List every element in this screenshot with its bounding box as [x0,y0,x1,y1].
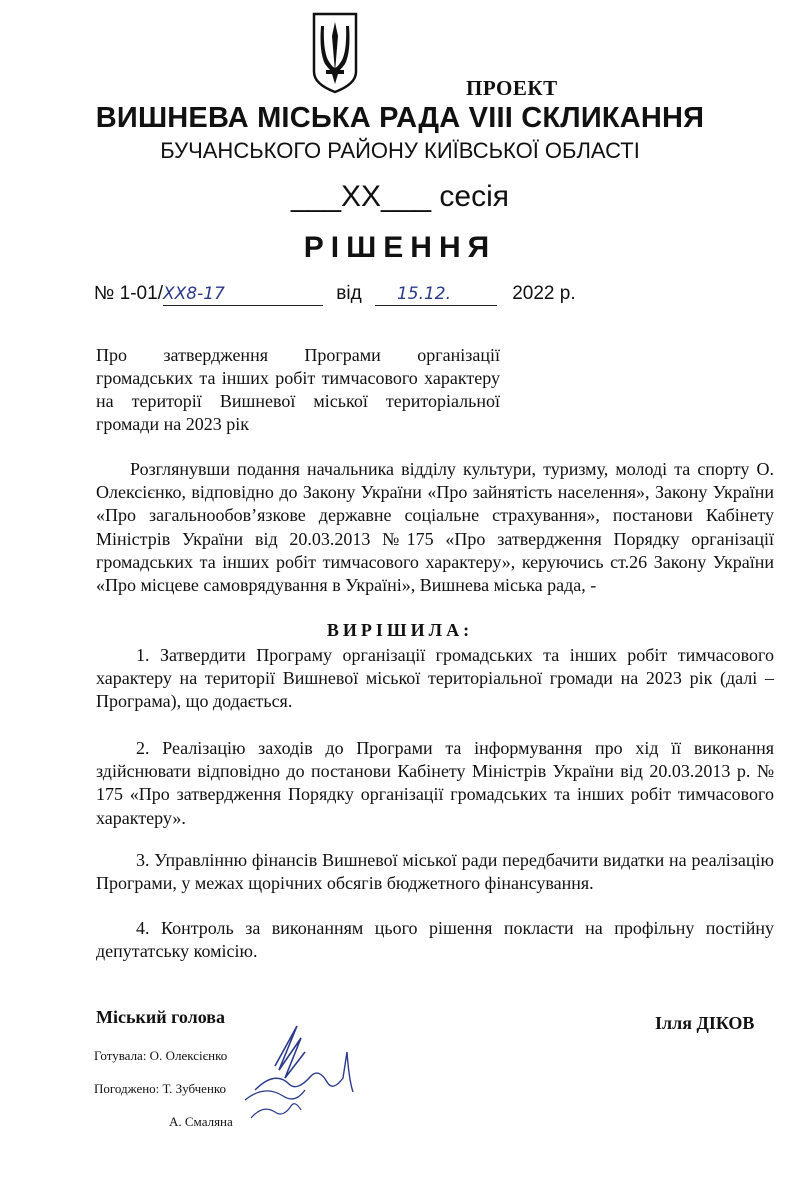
trident-coat-of-arms-icon [311,12,359,94]
number-prefix: № 1-01/ [94,283,163,304]
mayor-name: Ілля ДІКОВ [655,1013,755,1033]
prepared-by: Готувала: О. Олексієнко [94,1048,228,1063]
agreed-by-second: А. Смаляна [169,1114,233,1129]
handwritten-signature [235,1018,365,1128]
year: 2022 р. [512,283,576,304]
session-line: ___ХХ___ сесія [290,180,510,213]
subject-heading: Про затвердження Програми організації громадських та інших робіт тимчасового характеру на території Вишневої міської територіальної громади на 2023 рік [96,345,500,434]
number-date-line [94,283,576,306]
preamble-paragraph: Розглянувши подання начальника відділу культури, туризму, молоді та спорту О. Олексієнко, відповідно до Закону України «Про зайнятість населення», Закону України «Про загальнообов’язкове державне соціальне страхування», постанови Кабінету Міністрів України від 20.03.2013 №175 «Про затвердження Порядку організації громадських та інших робіт тимчасового характеру», керуючись ст.26 Закону України «Про місцеве самоврядування в Україні», Вишнева міська рада, - [96,459,774,596]
handwritten-date: 15.12. [396,284,452,304]
decision-item-2: 2. Реалізацію заходів до Програми та інформування про хід її виконання здійснювати відповідно до постанови Кабінету Міністрів України від 20.03.2013 р. № 175 «Про затвердження Порядку організації громадських та інших робіт тимчасового характеру». [96,738,774,828]
district-subtitle: БУЧАНСЬКОГО РАЙОНУ КИЇВСЬКОЇ ОБЛАСТІ [160,138,640,163]
mayor-title: Міський голова [96,1007,225,1027]
handwritten-number: ХХ8-17 [162,284,225,304]
decision-item-1: 1. Затвердити Програму організації громадських та інших робіт тимчасового характеру на території Вишневої міської територіальної громади на 2023 рік (далі – Програма), що додається. [96,645,774,712]
date-field [375,283,497,306]
council-title: ВИШНЕВА МІСЬКА РАДА VIII СКЛИКАННЯ [95,102,705,134]
document-type: РІШЕННЯ [303,231,497,264]
decision-item-4: 4. Контроль за виконанням цього рішення покласти на профільну постійну депутатську комісію. [96,918,774,962]
agreed-by: Погоджено: Т. Зубченко [94,1081,227,1096]
number-field [163,283,323,306]
decided-heading: ВИРІШИЛА: [326,620,474,640]
decision-item-3: 3. Управлінню фінансів Вишневої міської ради передбачити видатки на реалізацію Програми, у межах щорічних обсягів бюджетного фінансування. [96,850,774,894]
draft-label: ПРОЕКТ [466,76,558,100]
date-word: від [336,283,362,304]
